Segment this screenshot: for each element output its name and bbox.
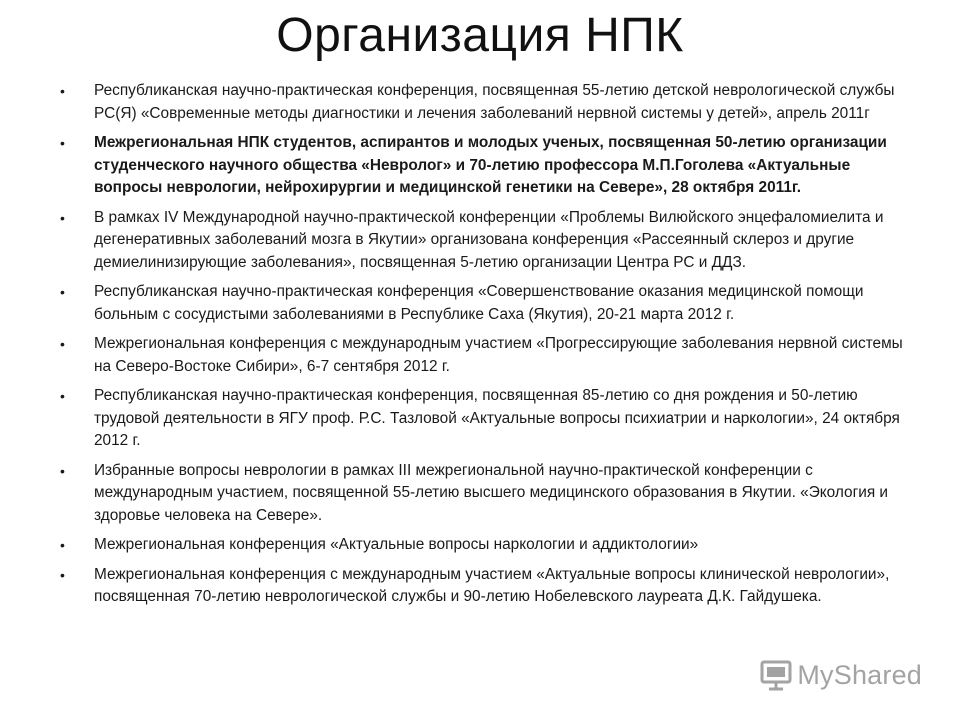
list-item-text: Избранные вопросы неврологии в рамках III межрегиональной научно-практической конференции с международным участием, посвященной 55-летию высшего медицинского образования в Якутии. «Экология и здоровье человека на Севере».: [94, 461, 889, 524]
list-item: [60, 564, 910, 609]
bullet-list: [60, 80, 910, 616]
projector-screen-icon: [759, 658, 793, 692]
list-item: [60, 80, 910, 125]
list-item-text: Республиканская научно-практическая конференция, посвященная 85-летию со дня рождения и 50-летию трудовой деятельности в ЯГУ проф. Р.С. Тазловой «Актуальные вопросы психиатрии и наркологии», 24 октября 2012 г.: [94, 387, 900, 449]
bullet-icon: •: [60, 336, 65, 352]
slide-title: Организация НПК: [276, 9, 684, 62]
list-item: [60, 534, 910, 557]
list-item: [60, 333, 910, 378]
list-item-text: Республиканская научно-практическая конференция «Совершенствование оказания медицинской помощи больным с сосудистыми заболеваниями в Республике Саха (Якутия), 20-21 марта 2012 г.: [94, 283, 864, 323]
list-item-text: Межрегиональная конференция с международным участием «Актуальные вопросы клинической неврологии», посвященная 70-летию неврологической службы и 90-летию Нобелевского лауреата Д.К. Гайдушека.: [94, 565, 890, 605]
bullet-icon: •: [60, 135, 65, 151]
list-item: [60, 460, 910, 528]
list-item: [60, 132, 910, 200]
list-item: [60, 207, 910, 275]
list-item-text: Межрегиональная конференция «Актуальные вопросы наркологии и аддиктологии»: [94, 536, 699, 553]
watermark: [759, 658, 922, 692]
list-item-text: Республиканская научно-практическая конференция, посвященная 55-летию детской неврологической службы РС(Я) «Современные методы диагностики и лечения заболеваний нервной системы у детей», апрель 2011г: [94, 82, 895, 122]
bullet-icon: •: [60, 537, 65, 553]
bullet-icon: •: [60, 388, 65, 404]
list-item-text: В рамках IV Международной научно-практической конференции «Проблемы Вилюйского энцефаломиелита и дегенеративных заболеваний мозга в Якутии» организована конференция «Рассеянный склероз и другие демиелинизирующие заболевания», посвященная 5-летию организации Центра РС и ДДЗ.: [94, 208, 884, 271]
list-item: [60, 385, 910, 453]
bullet-icon: •: [60, 566, 65, 583]
list-item-text: Межрегиональная НПК студентов, аспирантов и молодых ученых, посвященная 50-летию организации студенческого научного общества «Невролог» и 70-летию профессора М.П.Гоголева «Актуальные вопросы неврологии, нейрохирургии и медицинской генетики на Севере», 28 октября 2011г.: [94, 134, 887, 196]
bullet-icon: •: [60, 284, 65, 300]
list-item-text: Межрегиональная конференция с международным участием «Прогрессирующие заболевания нервной системы на Северо-Востоке Сибири», 6-7 сентября 2012 г.: [94, 335, 903, 375]
bullet-icon: •: [60, 462, 65, 479]
watermark-text: MyShared: [797, 659, 922, 690]
bullet-icon: •: [60, 209, 65, 226]
list-item: [60, 281, 910, 326]
bullet-icon: •: [60, 83, 65, 99]
